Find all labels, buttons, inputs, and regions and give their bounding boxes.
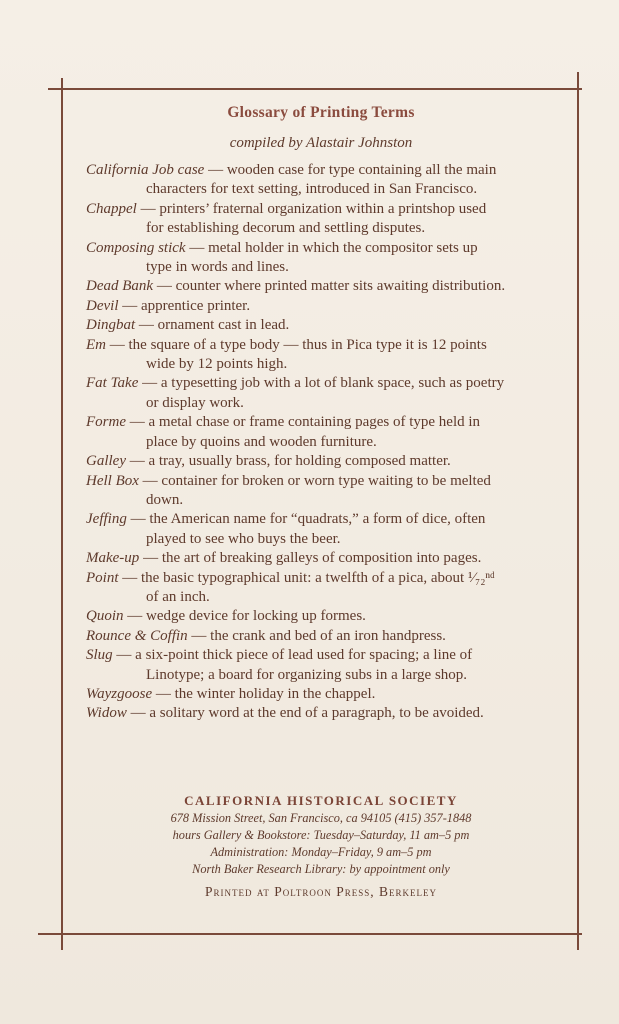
glossary-entry (86, 472, 556, 511)
entry-definition: — ornament cast in lead. (138, 317, 290, 334)
entry-term: Chappel (86, 200, 137, 217)
entry-term: Devil (86, 297, 119, 314)
entry-definition-continued: characters for text setting, introduced in San Francisco. (146, 181, 478, 198)
entry-definition: — container for broken or worn type waiting to be melted (142, 472, 491, 489)
glossary-entry (86, 569, 556, 608)
entry-term: Rounce & Coffin (86, 627, 188, 644)
entry-definition: — wooden case for type containing all the main (208, 162, 497, 178)
glossary-entry (86, 374, 556, 413)
page-title: Glossary of Printing Terms (227, 104, 415, 121)
entry-definition: — apprentice printer. (122, 297, 251, 314)
entry-definition: — a six-point thick piece of lead used for spacing; a line of (116, 647, 473, 664)
entry-definition-continued: wide by 12 points high. (146, 356, 288, 373)
glossary-entry (86, 413, 556, 452)
entry-definition-continued: played to see who buys the beer. (146, 530, 341, 547)
entry-definition-continued: Linotype; a board for organizing subs in a large shop. (146, 666, 468, 683)
glossary-entry (86, 239, 556, 278)
entry-term: Fat Take (86, 375, 139, 392)
entry-term: California Job case (86, 162, 205, 178)
glossary-entries (86, 161, 556, 724)
entry-term: Galley (86, 453, 126, 470)
compiled-by: compiled by Alastair Johnston (229, 135, 413, 151)
entry-term: Wayzgoose (86, 685, 153, 702)
glossary-entry (86, 510, 556, 549)
glossary-entry (86, 161, 556, 200)
border-rule-right (577, 72, 579, 950)
entry-term: Make-up (86, 550, 140, 567)
glossary-entry (86, 685, 556, 704)
glossary-entry (86, 627, 556, 646)
entry-term: Em (86, 336, 106, 353)
entry-term: Point (86, 569, 119, 586)
entry-definition: — the American name for “quadrats,” a form of dice, often (130, 511, 486, 528)
gallery-hours: hours Gallery & Bookstore: Tuesday–Saturday, 11 am–5 pm (172, 828, 470, 842)
entry-term: Dingbat (86, 317, 136, 334)
glossary-entry (86, 607, 556, 626)
glossary-entry (86, 200, 556, 239)
society-name: CALIFORNIA HISTORICAL SOCIETY (184, 793, 458, 808)
entry-term: Quoin (86, 608, 124, 625)
entry-definition-continued: for establishing decorum and settling disputes. (146, 220, 426, 237)
entry-term: Dead Bank (86, 278, 154, 295)
entry-definition: — the art of breaking galleys of composition into pages. (143, 550, 482, 567)
entry-definition-continued: of an inch. (146, 588, 210, 605)
glossary-content (86, 103, 556, 724)
entry-definition-continued: down. (146, 491, 184, 508)
entry-definition: — a solitary word at the end of a paragraph, to be avoided. (130, 705, 484, 722)
glossary-entry (86, 316, 556, 335)
entry-term: Hell Box (86, 472, 139, 489)
entry-definition: — the winter holiday in the chappel. (155, 685, 376, 702)
entry-definition: — counter where printed matter sits awaiting distribution. (156, 278, 506, 295)
entry-definition: — metal holder in which the compositor sets up (189, 239, 478, 256)
entry-definition-continued: or display work. (146, 394, 244, 411)
glossary-entry (86, 549, 556, 568)
border-rule-left (61, 78, 63, 950)
glossary-entry (86, 704, 556, 723)
entry-definition-continued: place by quoins and wooden furniture. (146, 433, 377, 450)
entry-definition: — printers’ fraternal organization within a printshop used (140, 200, 487, 217)
society-footer (86, 792, 556, 902)
glossary-entry (86, 336, 556, 375)
glossary-entry (86, 277, 556, 296)
entry-definition: — the square of a type body — thus in Pica type it is 12 points (109, 336, 487, 353)
entry-definition: — a typesetting job with a lot of blank space, such as poetry (142, 375, 505, 392)
printer-credit: Printed at Poltroon Press, Berkeley (204, 884, 438, 899)
entry-definition-continued: type in words and lines. (146, 259, 289, 276)
glossary-entry (86, 452, 556, 471)
entry-term: Widow (86, 705, 127, 722)
entry-definition: — the basic typographical unit: a twelfth of a pica, about ¹⁄₇₂ⁿᵈ (122, 569, 495, 586)
entry-definition: — a tray, usually brass, for holding composed matter. (129, 453, 451, 470)
glossary-entry (86, 646, 556, 685)
glossary-entry (86, 297, 556, 316)
library-hours: North Baker Research Library: by appointment only (192, 862, 450, 876)
entry-term: Slug (86, 647, 113, 664)
entry-definition: — wedge device for locking up formes. (127, 608, 366, 625)
border-rule-top (48, 88, 582, 90)
border-rule-bottom (38, 933, 582, 935)
entry-definition: — a metal chase or frame containing pages of type held in (129, 414, 481, 431)
entry-term: Composing stick (86, 239, 186, 256)
administration-hours: Administration: Monday–Friday, 9 am–5 pm (210, 845, 432, 859)
entry-term: Jeffing (86, 511, 127, 528)
entry-term: Forme (86, 414, 126, 431)
society-address: 678 Mission Street, San Francisco, ca 94105 (415) 357-1848 (170, 811, 472, 825)
entry-definition: — the crank and bed of an iron handpress. (191, 627, 446, 644)
